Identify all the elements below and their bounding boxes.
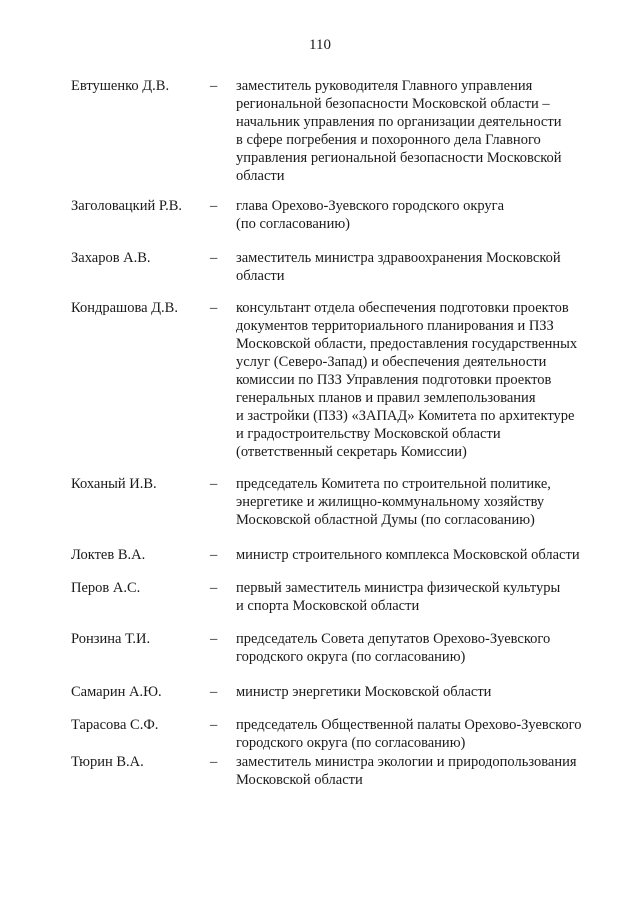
dash-separator: – xyxy=(210,717,218,733)
dash-separator: – xyxy=(210,580,218,596)
person-name: Ронзина Т.И. xyxy=(71,631,151,647)
position-description: заместитель министра здравоохранения Московской области xyxy=(236,250,561,284)
dash-separator: – xyxy=(210,631,218,647)
person-name: Тюрин В.А. xyxy=(71,754,144,770)
position-description: консультант отдела обеспечения подготовки проектов документов территориального планирования и ПЗЗ Московской области, предоставления государственных услуг (Северо-Запад) и обеспечения деятельности комиссии по ПЗЗ Управления подготовки проектов генеральных планов и правил землепользования и застройки (ПЗЗ) «ЗАПАД» Комитета по архитектуре и градостроительству Московской области (ответственный секретарь Комиссии) xyxy=(236,300,578,460)
dash-separator: – xyxy=(210,250,218,266)
person-name: Самарин А.Ю. xyxy=(71,684,162,700)
page-number: 110 xyxy=(309,37,331,53)
position-description: заместитель руководителя Главного управления региональной безопасности Московской области – начальник управления по организации деятельности в сфере погребения и похоронного дела Главного управления региональной безопасности Московской области xyxy=(236,78,562,184)
position-description: глава Орехово-Зуевского городского округа (по согласованию) xyxy=(236,198,505,232)
dash-separator: – xyxy=(210,476,218,492)
person-name: Евтушенко Д.В. xyxy=(71,78,170,94)
person-name: Коханый И.В. xyxy=(71,476,157,492)
position-description: председатель Совета депутатов Орехово-Зуевского городского округа (по согласованию) xyxy=(236,631,551,665)
person-name: Перов А.С. xyxy=(71,580,141,596)
position-description: председатель Комитета по строительной политике, энергетике и жилищно-коммунальному хозяйству Московской областной Думы (по согласованию) xyxy=(236,476,551,528)
dash-separator: – xyxy=(210,547,218,563)
position-description: заместитель министра экологии и природопользования Московской области xyxy=(236,754,577,788)
dash-separator: – xyxy=(210,78,218,94)
person-name: Локтев В.А. xyxy=(71,547,146,563)
person-name: Кондрашова Д.В. xyxy=(71,300,178,316)
position-description: первый заместитель министра физической культуры и спорта Московской области xyxy=(236,580,561,614)
dash-separator: – xyxy=(210,754,218,770)
position-description: министр строительного комплекса Московской области xyxy=(236,547,580,563)
person-name: Захаров А.В. xyxy=(71,250,151,266)
dash-separator: – xyxy=(210,684,218,700)
dash-separator: – xyxy=(210,300,218,316)
person-name: Заголовацкий Р.В. xyxy=(71,198,183,214)
position-description: председатель Общественной палаты Орехово-Зуевского городского округа (по согласованию) xyxy=(236,717,582,751)
position-description: министр энергетики Московской области xyxy=(236,684,492,700)
person-name: Тарасова С.Ф. xyxy=(71,717,159,733)
dash-separator: – xyxy=(210,198,218,214)
